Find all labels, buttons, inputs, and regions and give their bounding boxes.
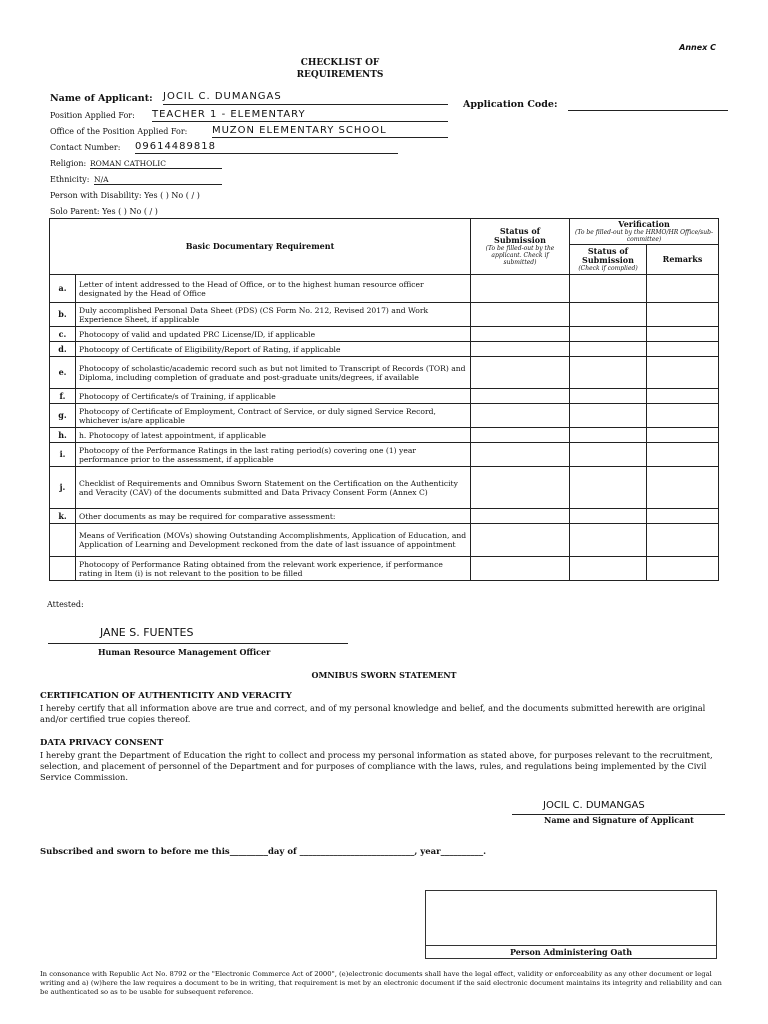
row-letter: k. [50,509,76,524]
status-cell[interactable] [471,389,570,404]
row-requirement: Photocopy of scholastic/academic record such as but not limited to Transcript of Records (TOR) and Diploma, including completion of graduate and post-graduate units/degrees, if available [76,357,471,389]
religion-field[interactable]: ROMAN CATHOLIC [90,159,222,169]
row-requirement: Photocopy of Certificate of Eligibility/Report of Rating, if applicable [76,342,471,357]
table-row [50,443,719,467]
ver-status-cell[interactable] [570,509,647,524]
subscribed-text: Subscribed and sworn to before me this_________day of ___________________________, year__________. [40,847,487,857]
remarks-cell[interactable] [647,524,719,557]
remarks-cell[interactable] [647,275,719,303]
omnibus-title: OMNIBUS SWORN STATEMENT [311,670,457,680]
row-letter: g. [50,404,76,428]
status-cell[interactable] [471,443,570,467]
row-letter: d. [50,342,76,357]
table-row [50,357,719,389]
header-ver-status-label: Status of Submission [582,246,634,265]
row-requirement: Photocopy of Performance Rating obtained from the relevant work experience, if performance rating in Item (i) is not relevant to the position to be filled [76,557,471,581]
pwd-field[interactable]: Person with Disability: Yes ( ) No ( / ) [50,191,200,200]
remarks-cell[interactable] [647,342,719,357]
row-requirement: Photocopy of Certificate/s of Training, if applicable [76,389,471,404]
table-row [50,557,719,581]
table-row [50,275,719,303]
position-label: Position Applied For: [50,111,135,120]
contact-label: Contact Number: [50,143,121,152]
row-letter: a. [50,275,76,303]
remarks-cell[interactable] [647,404,719,428]
row-letter [50,524,76,557]
office-field[interactable]: MUZON ELEMENTARY SCHOOL [212,126,448,138]
footer-note: In consonance with Republic Act No. 8792 or the "Electronic Commerce Act of 2000", (e)electronic documents shall have the legal effect, validity or enforceability as any other document or legal writing and a) (w)here the law requires a document to be in writing, that requirement is met by an electronic document if the said electronic document maintains its integrity and reliability and can be authenticated so as to be usable for subsequent reference. [40,970,722,996]
table-row [50,428,719,443]
ver-status-cell[interactable] [570,557,647,581]
remarks-cell[interactable] [647,357,719,389]
row-requirement: Photocopy of the Performance Ratings in the last rating period(s) covering one (1) year performance prior to the assessment, if applicable [76,443,471,467]
table-row [50,327,719,342]
name-label: Name of Applicant: [50,93,153,104]
page-title [270,57,410,81]
table-row [50,467,719,509]
status-cell[interactable] [471,524,570,557]
annex-label: Annex C [679,43,716,52]
remarks-cell[interactable] [647,327,719,342]
row-requirement: h. Photocopy of latest appointment, if applicable [76,428,471,443]
remarks-cell[interactable] [647,557,719,581]
header-status-label: Status of Submission [494,226,546,245]
ver-status-cell[interactable] [570,357,647,389]
row-letter: h. [50,428,76,443]
header-ver-status-note: (Check if complied) [578,265,638,272]
table-row [50,389,719,404]
header-requirement: Basic Documentary Requirement [50,219,471,275]
row-letter: j. [50,467,76,509]
ethnicity-label: Ethnicity: [50,175,90,184]
oath-box [425,890,717,959]
header-status-note: (To be filled-out by the applicant. Check if submitted) [485,245,555,266]
requirements-table [49,218,719,581]
applicant-signature-name: JOCIL C. DUMANGAS [543,800,645,811]
header-ver-status [570,245,647,275]
header-verification [570,219,719,245]
header-verification-note: (To be filled-out by the HRMO/HR Office/sub-committee) [575,229,713,243]
table-row [50,342,719,357]
position-field[interactable]: TEACHER 1 - ELEMENTARY [152,110,448,122]
attested-label: Attested: [47,600,84,609]
status-cell[interactable] [471,275,570,303]
application-code-label: Application Code: [463,99,558,110]
ver-status-cell[interactable] [570,428,647,443]
office-label: Office of the Position Applied For: [50,127,188,136]
status-cell[interactable] [471,342,570,357]
status-cell[interactable] [471,357,570,389]
row-letter: i. [50,443,76,467]
remarks-cell[interactable] [647,389,719,404]
religion-label: Religion: [50,159,87,168]
row-requirement: Checklist of Requirements and Omnibus Sworn Statement on the Certification on the Authenticity and Veracity (CAV) of the documents submitted and Data Privacy Consent Form (Annex C) [76,467,471,509]
cav-heading: CERTIFICATION OF AUTHENTICITY AND VERACITY [40,691,292,701]
header-status [471,219,570,275]
row-letter: c. [50,327,76,342]
ethnicity-field[interactable]: N/A [94,175,222,185]
table-row [50,303,719,327]
status-cell[interactable] [471,303,570,327]
table-row [50,509,719,524]
status-cell[interactable] [471,557,570,581]
row-letter: b. [50,303,76,327]
row-letter: f. [50,389,76,404]
ver-status-cell[interactable] [570,275,647,303]
hrmo-signature-line [48,643,348,644]
remarks-cell[interactable] [647,509,719,524]
ver-status-cell[interactable] [570,404,647,428]
title-line-2: REQUIREMENTS [296,70,384,80]
status-cell[interactable] [471,509,570,524]
title-line-1: CHECKLIST OF [300,58,380,68]
ver-status-cell[interactable] [570,443,647,467]
ver-status-cell[interactable] [570,342,647,357]
table-row [50,524,719,557]
row-letter [50,557,76,581]
row-requirement: Photocopy of valid and updated PRC License/ID, if applicable [76,327,471,342]
header-remarks: Remarks [647,245,719,275]
header-verification-label: Verification [618,219,670,229]
remarks-cell[interactable] [647,467,719,509]
cav-text: I hereby certify that all information above are true and correct, and of my personal knowledge and belief, and the documents submitted herewith are original and/or certified true copies thereof. [40,703,706,724]
status-cell[interactable] [471,327,570,342]
oath-label: Person Administering Oath [426,945,716,958]
application-code-field[interactable] [568,98,728,111]
ver-status-cell[interactable] [570,327,647,342]
status-cell[interactable] [471,404,570,428]
hrmo-name: JANE S. FUENTES [100,626,194,639]
remarks-cell[interactable] [647,303,719,327]
applicant-name-field[interactable]: JOCIL C. DUMANGAS [163,92,448,105]
remarks-cell[interactable] [647,443,719,467]
status-cell[interactable] [471,467,570,509]
row-requirement: Photocopy of Certificate of Employment, Contract of Service, or duly signed Service Record, whichever is/are applicable [76,404,471,428]
table-row [50,404,719,428]
privacy-text: I hereby grant the Department of Education the right to collect and process my personal information as stated above, for purposes relevant to the recruitment, selection, and placement of personnel of the Department and for purposes of compliance with the laws, rules, and regulations being implemented by the Civil Service Commission. [40,750,713,782]
row-requirement: Means of Verification (MOVs) showing Outstanding Accomplishments, Application of Education, and Application of Learning and Development reckoned from the date of last issuance of appointment [76,524,471,557]
ver-status-cell[interactable] [570,467,647,509]
remarks-cell[interactable] [647,428,719,443]
row-letter: e. [50,357,76,389]
ver-status-cell[interactable] [570,389,647,404]
row-requirement: Letter of intent addressed to the Head of Office, or to the highest human resource officer designated by the Head of Office [76,275,471,303]
contact-field[interactable]: 09614489818 [135,142,398,154]
hrmo-title: Human Resource Management Officer [98,647,271,657]
row-requirement: Other documents as may be required for comparative assessment: [76,509,471,524]
ver-status-cell[interactable] [570,524,647,557]
row-requirement: Duly accomplished Personal Data Sheet (PDS) (CS Form No. 212, Revised 2017) and Work Experience Sheet, if applicable [76,303,471,327]
solo-parent-field[interactable]: Solo Parent: Yes ( ) No ( / ) [50,207,158,216]
applicant-signature-label: Name and Signature of Applicant [544,815,694,825]
status-cell[interactable] [471,428,570,443]
ver-status-cell[interactable] [570,303,647,327]
privacy-heading: DATA PRIVACY CONSENT [40,738,164,748]
